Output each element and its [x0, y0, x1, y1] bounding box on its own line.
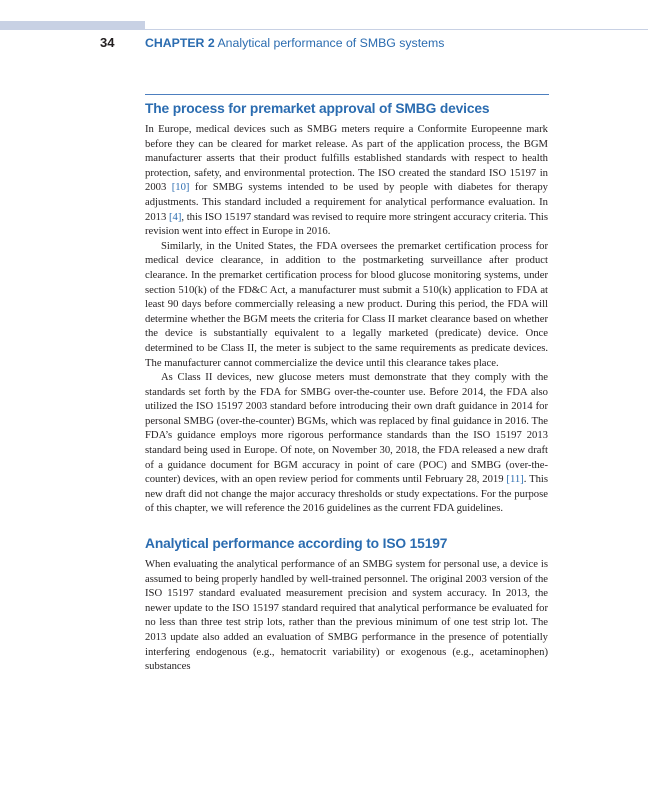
chapter-title: Analytical performance of SMBG systems: [217, 36, 445, 50]
paragraph: When evaluating the analytical performance of an SMBG system for personal use, a device is assumed to being properly handled by well-trained personnel. The original 2003 version of the ISO 15197 standard evaluated measurement precision and system accuracy. In 2013, the newer update to the ISO 15197 standard required that analytical performance be evaluated for no less than three test strip lots, rather than the previous minimum of one test strip lot. The 2013 update also added an evaluation of SMBG performance in the presence of potentially interfering endogenous (e.g., hematocrit variability) or exogenous (e.g., acetaminophen) substances: [145, 559, 548, 673]
section-heading-iso: Analytical performance according to ISO 15197: [145, 536, 448, 552]
section-divider: [145, 94, 549, 95]
paragraph: [145, 371, 548, 517]
text-run: In Europe, medical devices such as SMBG meters require a Conformite Europeenne mark before they can be cleared for market release. As part of the application process, the BGM manufacturer asserts that their product fulfills established standards with respect to health protection, safety, and environmental protection. The ISO created the standard ISO 15197 in 2003: [145, 124, 548, 194]
chapter-label: CHAPTER 2: [145, 36, 215, 50]
text-run: As Class II devices, new glucose meters must demonstrate that they comply with the standards set forth by the FDA for SMBG over-the-counter use. Before 2014, the FDA also utilized the ISO 15197 2003 standard before introducing their own draft guidance in 2014 for personal SMBG (over-the-counter) BGMs, which was replaced by final guidance in 2016. The FDA’s guidance employs more rigorous performance standards than the ISO 15197 2013 standard being used in Europe. Of note, on November 30, 2018, the FDA released a new draft of a guidance document for BGM accuracy in point of care (POC) and SMBG (over-the-counter) devices, with an open review period for comments until February 28, 2019: [145, 372, 548, 486]
paragraph: Similarly, in the United States, the FDA oversees the premarket certification process for medical device clearance, in addition to the postmarketing surveillance after product clearance. In the premarket certification process for blood glucose monitoring systems, under section 510(k) of the FD&C Act, a manufacturer must submit a 510(k) application to FDA at least 90 days before commercially releasing a new product. During this period, the FDA will determine whether the BGM meets the criteria for Class II market clearance based on whether the device is substantially equivalent to a legally marketed (predicate) device. Once determined to be Class II, the meter is subject to the same requirements as predicate devices. The manufacturer cannot commercialize the device until this clearance takes place.: [145, 240, 548, 369]
header-accent-bar: [0, 21, 145, 30]
paragraph: [145, 123, 548, 240]
citation-link[interactable]: [11]: [506, 474, 524, 486]
text-run: , this ISO 15197 standard was revised to require more stringent accuracy criteria. This revision went into effect in Europe in 2016.: [145, 211, 548, 238]
citation-link[interactable]: [4]: [168, 211, 182, 223]
citation-link[interactable]: [10]: [171, 182, 190, 194]
text-run: for SMBG systems intended to be used by people with diabetes for therapy adjustments. This standard included a requirement for analytical performance evaluation. In 2013: [145, 182, 548, 223]
section-heading-premarket: The process for premarket approval of SMBG devices: [145, 101, 490, 116]
header-rule: [145, 29, 648, 30]
running-header: [145, 36, 444, 50]
main-text: [145, 100, 548, 675]
text-run: . This new draft did not change the major accuracy thresholds or study expectations. For the purpose of this chapter, we will reference the 2016 guidelines as the current FDA guidelines.: [145, 474, 548, 515]
page-number: 34: [100, 35, 115, 50]
